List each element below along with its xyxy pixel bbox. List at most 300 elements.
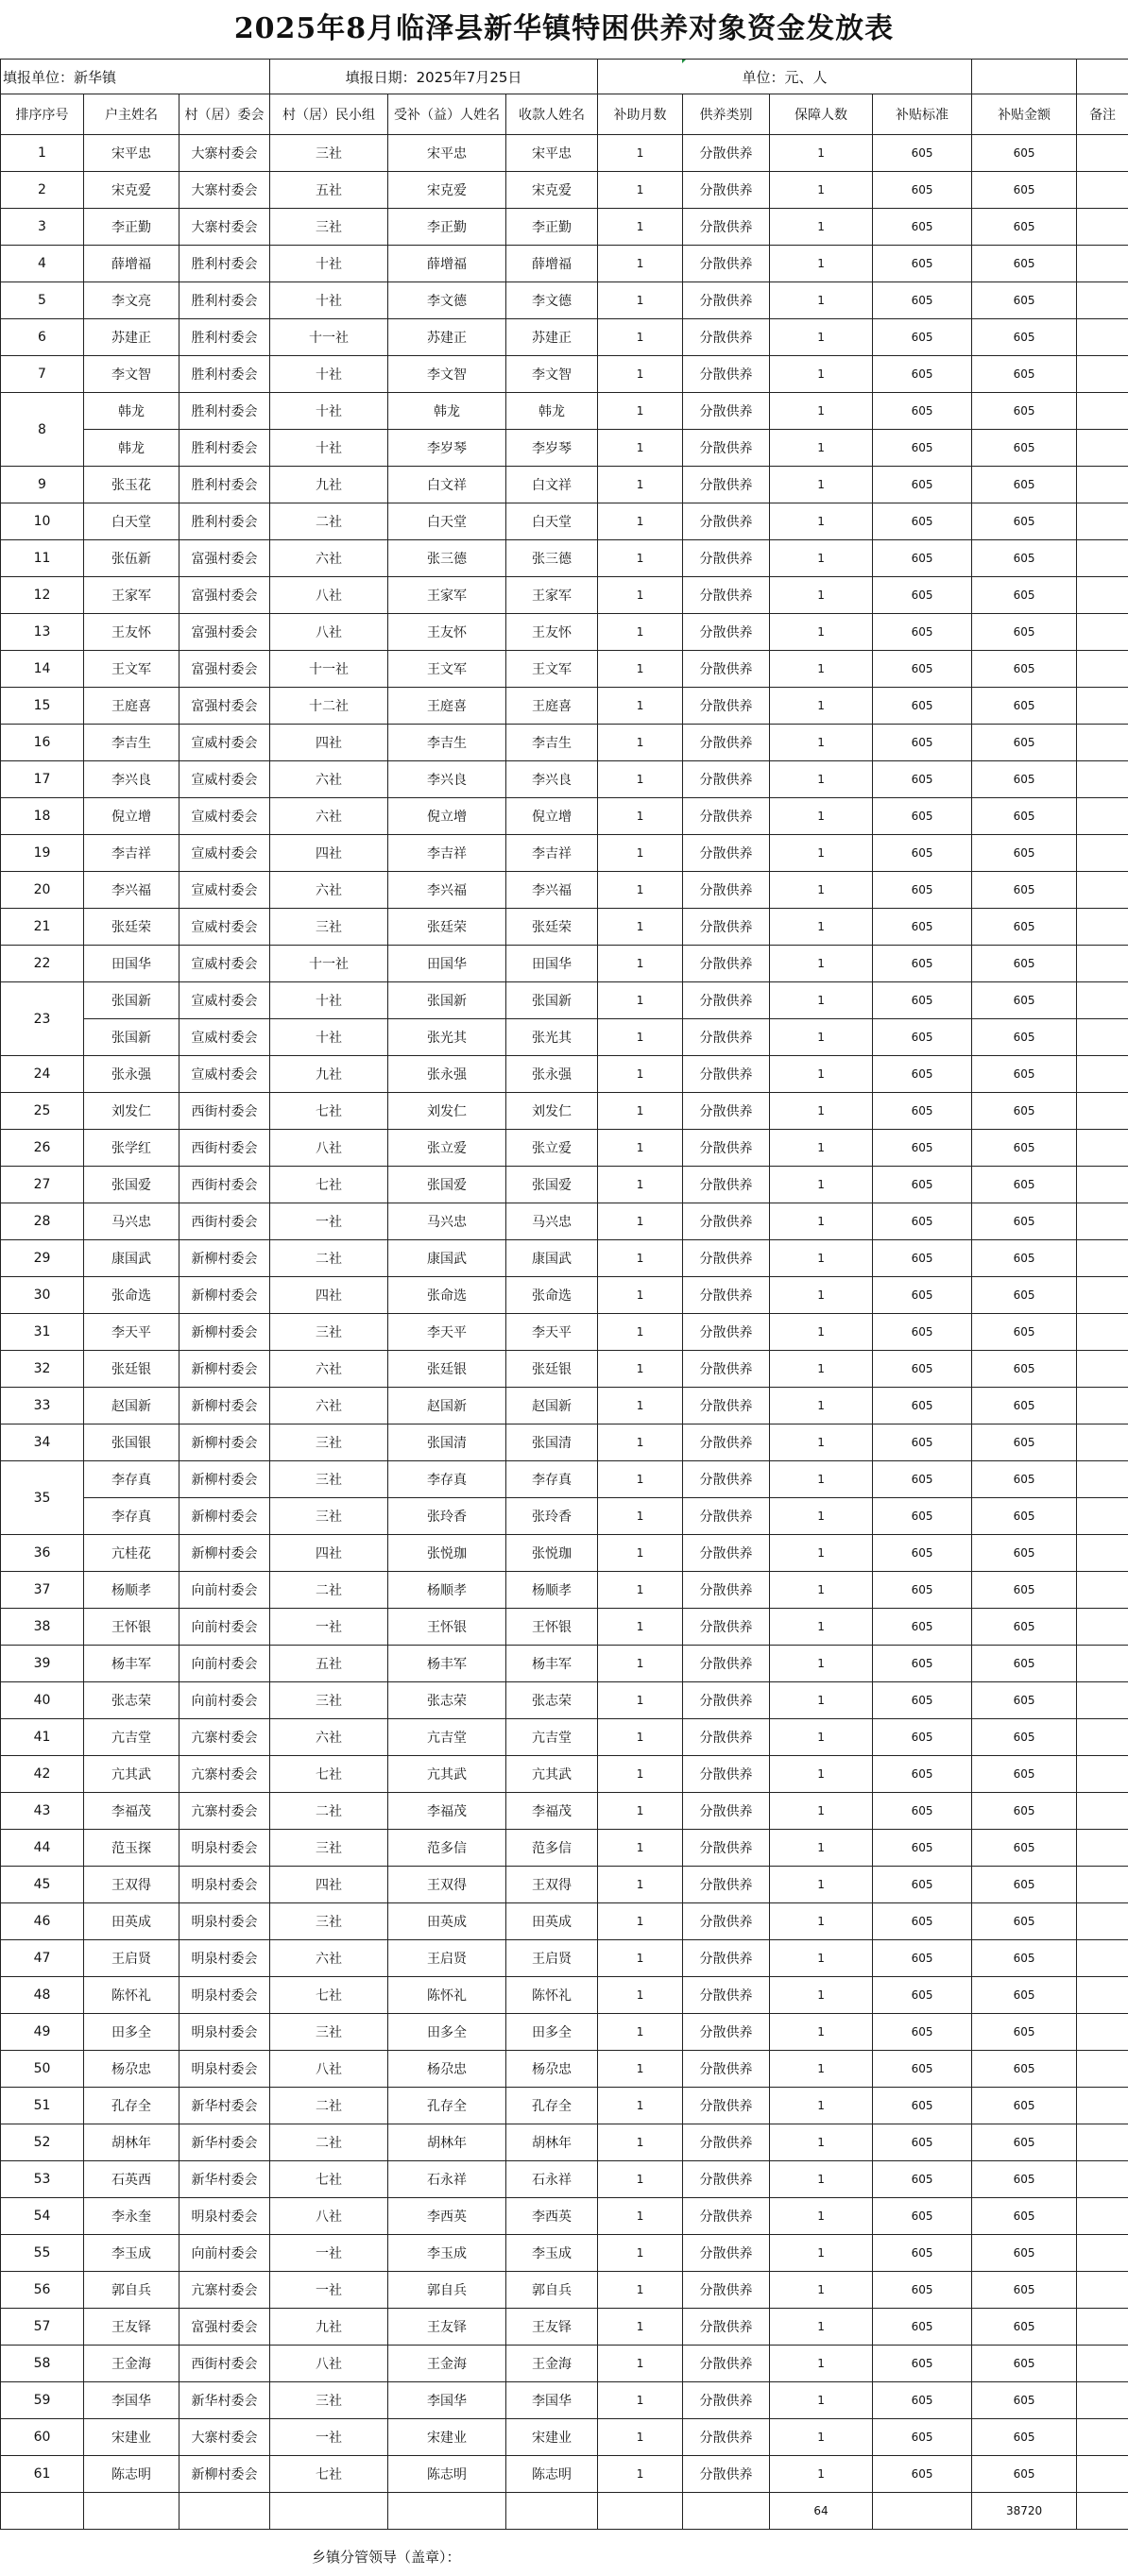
village-committee-cell: 亢寨村委会 xyxy=(179,1719,270,1756)
remarks-cell xyxy=(1077,614,1128,651)
subsidy-amount-cell: 605 xyxy=(972,1277,1077,1314)
beneficiary-cell: 陈志明 xyxy=(388,2456,506,2493)
table-row xyxy=(1,798,1128,835)
village-group-cell: 十社 xyxy=(270,430,388,467)
household-head-cell: 李福茂 xyxy=(84,1793,179,1830)
serial-number-cell: 22 xyxy=(1,946,84,982)
persons-cell: 1 xyxy=(770,2309,873,2346)
beneficiary-cell: 田英成 xyxy=(388,1903,506,1940)
table-row xyxy=(1,1572,1128,1609)
beneficiary-cell: 李国华 xyxy=(388,2382,506,2419)
subsidy-standard-cell: 605 xyxy=(873,688,972,725)
serial-number-cell: 58 xyxy=(1,2346,84,2382)
beneficiary-cell: 李福茂 xyxy=(388,1793,506,1830)
months-cell: 1 xyxy=(598,2456,683,2493)
serial-number-cell: 44 xyxy=(1,1830,84,1867)
village-committee-cell: 西街村委会 xyxy=(179,1130,270,1167)
payee-cell: 田国华 xyxy=(506,946,598,982)
remarks-cell xyxy=(1077,1461,1128,1498)
subsidy-amount-cell: 605 xyxy=(972,1056,1077,1093)
remarks-cell xyxy=(1077,2124,1128,2161)
payee-cell: 张廷银 xyxy=(506,1351,598,1388)
persons-cell: 1 xyxy=(770,872,873,909)
village-committee-cell: 新华村委会 xyxy=(179,2382,270,2419)
persons-cell: 1 xyxy=(770,467,873,503)
remarks-cell xyxy=(1077,651,1128,688)
subsidy-standard-cell: 605 xyxy=(873,2272,972,2309)
persons-cell: 1 xyxy=(770,1682,873,1719)
subsidy-standard-cell: 605 xyxy=(873,2198,972,2235)
village-committee-cell: 胜利村委会 xyxy=(179,246,270,282)
household-head-cell: 李兴良 xyxy=(84,761,179,798)
village-committee-cell: 向前村委会 xyxy=(179,1682,270,1719)
remarks-cell xyxy=(1077,1203,1128,1240)
column-header: 户主姓名 xyxy=(84,94,179,135)
persons-cell: 1 xyxy=(770,1019,873,1056)
beneficiary-cell: 亢吉堂 xyxy=(388,1719,506,1756)
subsidy-standard-cell: 605 xyxy=(873,577,972,614)
village-committee-cell: 新柳村委会 xyxy=(179,1424,270,1461)
household-head-cell: 宋克爱 xyxy=(84,172,179,209)
persons-cell: 1 xyxy=(770,2419,873,2456)
support-category-cell: 分散供养 xyxy=(683,209,770,246)
persons-cell: 1 xyxy=(770,2014,873,2051)
months-cell: 1 xyxy=(598,1903,683,1940)
subsidy-amount-cell: 605 xyxy=(972,1019,1077,1056)
subsidy-amount-cell: 605 xyxy=(972,393,1077,430)
table-row xyxy=(1,1019,1128,1056)
household-head-cell: 李国华 xyxy=(84,2382,179,2419)
village-group-cell: 七社 xyxy=(270,1977,388,2014)
beneficiary-cell: 张立爱 xyxy=(388,1130,506,1167)
months-cell: 1 xyxy=(598,688,683,725)
household-head-cell: 李兴福 xyxy=(84,872,179,909)
remarks-cell xyxy=(1077,2309,1128,2346)
remarks-cell xyxy=(1077,982,1128,1019)
village-group-cell: 八社 xyxy=(270,577,388,614)
subsidy-standard-cell: 605 xyxy=(873,467,972,503)
months-cell: 1 xyxy=(598,2198,683,2235)
support-category-cell: 分散供养 xyxy=(683,467,770,503)
beneficiary-cell: 陈怀礼 xyxy=(388,1977,506,2014)
beneficiary-cell: 田国华 xyxy=(388,946,506,982)
serial-number-cell: 23 xyxy=(1,982,84,1056)
household-head-cell: 亢吉堂 xyxy=(84,1719,179,1756)
remarks-cell xyxy=(1077,1682,1128,1719)
persons-cell: 1 xyxy=(770,2051,873,2088)
persons-cell: 1 xyxy=(770,1461,873,1498)
support-category-cell: 分散供养 xyxy=(683,1314,770,1351)
table-row xyxy=(1,1314,1128,1351)
support-category-cell: 分散供养 xyxy=(683,798,770,835)
serial-number-cell: 46 xyxy=(1,1903,84,1940)
serial-number-cell: 34 xyxy=(1,1424,84,1461)
subsidy-amount-cell: 605 xyxy=(972,2272,1077,2309)
subsidy-amount-cell: 605 xyxy=(972,1535,1077,1572)
village-committee-cell: 明泉村委会 xyxy=(179,2051,270,2088)
village-group-cell: 六社 xyxy=(270,872,388,909)
table-row xyxy=(1,2124,1128,2161)
persons-cell: 1 xyxy=(770,577,873,614)
subsidy-standard-cell: 605 xyxy=(873,1977,972,2014)
months-cell: 1 xyxy=(598,1167,683,1203)
table-row xyxy=(1,2382,1128,2419)
remarks-cell xyxy=(1077,1093,1128,1130)
beneficiary-cell: 胡林年 xyxy=(388,2124,506,2161)
table-row xyxy=(1,1277,1128,1314)
household-head-cell: 张国爱 xyxy=(84,1167,179,1203)
months-cell: 1 xyxy=(598,1793,683,1830)
serial-number-cell: 52 xyxy=(1,2124,84,2161)
remarks-cell xyxy=(1077,1646,1128,1682)
subsidy-standard-cell: 605 xyxy=(873,540,972,577)
village-group-cell: 七社 xyxy=(270,1167,388,1203)
village-group-cell: 一社 xyxy=(270,2235,388,2272)
subsidy-standard-cell: 605 xyxy=(873,2014,972,2051)
persons-cell: 1 xyxy=(770,2346,873,2382)
subsidy-standard-cell: 605 xyxy=(873,1646,972,1682)
beneficiary-cell: 王文军 xyxy=(388,651,506,688)
village-group-cell: 九社 xyxy=(270,1056,388,1093)
subsidy-amount-cell: 605 xyxy=(972,1203,1077,1240)
remarks-cell xyxy=(1077,1830,1128,1867)
table-row xyxy=(1,1867,1128,1903)
serial-number-cell: 49 xyxy=(1,2014,84,2051)
household-head-cell: 康国武 xyxy=(84,1240,179,1277)
table-row xyxy=(1,1424,1128,1461)
support-category-cell: 分散供养 xyxy=(683,1203,770,1240)
serial-number-cell: 56 xyxy=(1,2272,84,2309)
village-committee-cell: 明泉村委会 xyxy=(179,1830,270,1867)
serial-number-cell: 37 xyxy=(1,1572,84,1609)
support-category-cell: 分散供养 xyxy=(683,430,770,467)
village-group-cell: 六社 xyxy=(270,1351,388,1388)
subsidy-amount-cell: 605 xyxy=(972,1498,1077,1535)
serial-number-cell: 40 xyxy=(1,1682,84,1719)
payee-cell: 薛增福 xyxy=(506,246,598,282)
serial-number-cell: 2 xyxy=(1,172,84,209)
subsidy-amount-cell: 605 xyxy=(972,1867,1077,1903)
payee-cell: 张悦珈 xyxy=(506,1535,598,1572)
household-head-cell: 张永强 xyxy=(84,1056,179,1093)
payee-cell: 张廷荣 xyxy=(506,909,598,946)
persons-cell: 1 xyxy=(770,209,873,246)
household-head-cell: 张伍新 xyxy=(84,540,179,577)
subsidy-standard-cell: 605 xyxy=(873,1535,972,1572)
village-group-cell: 四社 xyxy=(270,725,388,761)
column-header: 排序序号 xyxy=(1,94,84,135)
beneficiary-cell: 郭自兵 xyxy=(388,2272,506,2309)
remarks-cell xyxy=(1077,540,1128,577)
months-cell: 1 xyxy=(598,393,683,430)
serial-number-cell: 11 xyxy=(1,540,84,577)
beneficiary-cell: 张国新 xyxy=(388,982,506,1019)
payee-cell: 李兴良 xyxy=(506,761,598,798)
table-row xyxy=(1,282,1128,319)
beneficiary-cell: 张三德 xyxy=(388,540,506,577)
household-head-cell: 张国新 xyxy=(84,982,179,1019)
subsidy-amount-cell: 605 xyxy=(972,688,1077,725)
village-group-cell: 四社 xyxy=(270,835,388,872)
beneficiary-cell: 薛增福 xyxy=(388,246,506,282)
household-head-cell: 李存真 xyxy=(84,1498,179,1535)
months-cell: 1 xyxy=(598,2088,683,2124)
beneficiary-cell: 李兴福 xyxy=(388,872,506,909)
remarks-cell xyxy=(1077,2161,1128,2198)
household-head-cell: 王家军 xyxy=(84,577,179,614)
subsidy-amount-cell: 605 xyxy=(972,1682,1077,1719)
table-row xyxy=(1,1093,1128,1130)
serial-number-cell: 6 xyxy=(1,319,84,356)
table-row xyxy=(1,688,1128,725)
subsidy-amount-cell: 605 xyxy=(972,1572,1077,1609)
remarks-cell xyxy=(1077,356,1128,393)
village-committee-cell: 明泉村委会 xyxy=(179,1940,270,1977)
subsidy-amount-cell: 605 xyxy=(972,356,1077,393)
subsidy-amount-cell: 605 xyxy=(972,651,1077,688)
remarks-cell xyxy=(1077,319,1128,356)
beneficiary-cell: 张国爱 xyxy=(388,1167,506,1203)
village-committee-cell: 新柳村委会 xyxy=(179,1388,270,1424)
village-committee-cell: 新柳村委会 xyxy=(179,1351,270,1388)
support-category-cell: 分散供养 xyxy=(683,2419,770,2456)
beneficiary-cell: 亢其武 xyxy=(388,1756,506,1793)
persons-cell: 1 xyxy=(770,651,873,688)
serial-number-cell: 53 xyxy=(1,2161,84,2198)
months-cell: 1 xyxy=(598,1019,683,1056)
support-category-cell: 分散供养 xyxy=(683,1867,770,1903)
village-committee-cell: 大寨村委会 xyxy=(179,135,270,172)
beneficiary-cell: 宋平忠 xyxy=(388,135,506,172)
subsidy-amount-cell: 605 xyxy=(972,1646,1077,1682)
months-cell: 1 xyxy=(598,1203,683,1240)
subsidy-amount-cell: 605 xyxy=(972,209,1077,246)
months-cell: 1 xyxy=(598,430,683,467)
subsidy-amount-cell: 605 xyxy=(972,1130,1077,1167)
subsidy-amount-cell: 605 xyxy=(972,135,1077,172)
report-units: 单位：元、人 xyxy=(598,60,972,94)
village-group-cell: 十社 xyxy=(270,356,388,393)
village-group-cell: 六社 xyxy=(270,798,388,835)
persons-cell: 1 xyxy=(770,540,873,577)
months-cell: 1 xyxy=(598,282,683,319)
table-row xyxy=(1,393,1128,430)
remarks-cell xyxy=(1077,1056,1128,1093)
village-committee-cell: 向前村委会 xyxy=(179,1572,270,1609)
support-category-cell: 分散供养 xyxy=(683,2051,770,2088)
table-row xyxy=(1,2309,1128,2346)
beneficiary-cell: 李存真 xyxy=(388,1461,506,1498)
serial-number-cell: 28 xyxy=(1,1203,84,1240)
support-category-cell: 分散供养 xyxy=(683,2235,770,2272)
village-group-cell: 二社 xyxy=(270,2124,388,2161)
column-header: 备注 xyxy=(1077,94,1128,135)
village-group-cell: 八社 xyxy=(270,2346,388,2382)
village-committee-cell: 胜利村委会 xyxy=(179,430,270,467)
persons-cell: 1 xyxy=(770,135,873,172)
beneficiary-cell: 李文德 xyxy=(388,282,506,319)
village-group-cell: 三社 xyxy=(270,135,388,172)
village-group-cell: 四社 xyxy=(270,1277,388,1314)
table-row xyxy=(1,651,1128,688)
table-row xyxy=(1,430,1128,467)
remarks-cell xyxy=(1077,577,1128,614)
remarks-cell xyxy=(1077,2235,1128,2272)
beneficiary-cell: 范多信 xyxy=(388,1830,506,1867)
persons-cell: 1 xyxy=(770,798,873,835)
months-cell: 1 xyxy=(598,356,683,393)
table-row xyxy=(1,1793,1128,1830)
subsidy-standard-cell: 605 xyxy=(873,319,972,356)
household-head-cell: 赵国新 xyxy=(84,1388,179,1424)
persons-cell: 1 xyxy=(770,1867,873,1903)
subsidy-standard-cell: 605 xyxy=(873,135,972,172)
beneficiary-cell: 宋建业 xyxy=(388,2419,506,2456)
beneficiary-cell: 张玲香 xyxy=(388,1498,506,1535)
subsidy-standard-cell: 605 xyxy=(873,2088,972,2124)
table-row xyxy=(1,503,1128,540)
support-category-cell: 分散供养 xyxy=(683,1646,770,1682)
table-row xyxy=(1,1130,1128,1167)
household-head-cell: 宋平忠 xyxy=(84,135,179,172)
beneficiary-cell: 李天平 xyxy=(388,1314,506,1351)
household-head-cell: 王启贤 xyxy=(84,1940,179,1977)
table-row xyxy=(1,1756,1128,1793)
household-head-cell: 李玉成 xyxy=(84,2235,179,2272)
persons-cell: 1 xyxy=(770,1903,873,1940)
months-cell: 1 xyxy=(598,2272,683,2309)
subsidy-standard-cell: 605 xyxy=(873,614,972,651)
remarks-cell xyxy=(1077,1314,1128,1351)
remarks-cell xyxy=(1077,282,1128,319)
persons-cell: 1 xyxy=(770,1940,873,1977)
payee-cell: 李正勤 xyxy=(506,209,598,246)
page-title: 2025年8月临泽县新华镇特困供养对象资金发放表 xyxy=(233,12,895,45)
serial-number-cell: 15 xyxy=(1,688,84,725)
months-cell: 1 xyxy=(598,1240,683,1277)
relief-fund-table xyxy=(0,59,1128,2530)
remarks-cell xyxy=(1077,467,1128,503)
serial-number-cell: 16 xyxy=(1,725,84,761)
months-cell: 1 xyxy=(598,467,683,503)
remarks-cell xyxy=(1077,2198,1128,2235)
remarks-cell xyxy=(1077,1424,1128,1461)
persons-cell: 1 xyxy=(770,1756,873,1793)
village-group-cell: 九社 xyxy=(270,467,388,503)
subsidy-standard-cell: 605 xyxy=(873,835,972,872)
village-committee-cell: 明泉村委会 xyxy=(179,2014,270,2051)
support-category-cell: 分散供养 xyxy=(683,1535,770,1572)
subsidy-standard-cell: 605 xyxy=(873,982,972,1019)
remarks-cell xyxy=(1077,2456,1128,2493)
household-head-cell: 王友铎 xyxy=(84,2309,179,2346)
subsidy-standard-cell: 605 xyxy=(873,2309,972,2346)
payee-cell: 陈怀礼 xyxy=(506,1977,598,2014)
subsidy-amount-cell: 605 xyxy=(972,1351,1077,1388)
subsidy-amount-cell: 605 xyxy=(972,982,1077,1019)
village-group-cell: 一社 xyxy=(270,1609,388,1646)
village-committee-cell: 宣威村委会 xyxy=(179,909,270,946)
support-category-cell: 分散供养 xyxy=(683,1388,770,1424)
subsidy-amount-cell: 605 xyxy=(972,540,1077,577)
village-committee-cell: 亢寨村委会 xyxy=(179,2272,270,2309)
remarks-cell xyxy=(1077,2346,1128,2382)
beneficiary-cell: 李吉生 xyxy=(388,725,506,761)
subsidy-amount-cell: 605 xyxy=(972,1977,1077,2014)
payee-cell: 马兴忠 xyxy=(506,1203,598,1240)
subsidy-amount-cell: 605 xyxy=(972,2161,1077,2198)
payee-cell: 李玉成 xyxy=(506,2235,598,2272)
support-category-cell: 分散供养 xyxy=(683,1977,770,2014)
beneficiary-cell: 杨顺孝 xyxy=(388,1572,506,1609)
months-cell: 1 xyxy=(598,2309,683,2346)
persons-cell: 1 xyxy=(770,909,873,946)
subsidy-amount-cell: 605 xyxy=(972,2382,1077,2419)
info-row xyxy=(1,60,1128,94)
subsidy-standard-cell: 605 xyxy=(873,1572,972,1609)
household-head-cell: 宋建业 xyxy=(84,2419,179,2456)
remarks-cell xyxy=(1077,172,1128,209)
remarks-cell xyxy=(1077,1388,1128,1424)
subsidy-amount-cell: 605 xyxy=(972,1461,1077,1498)
persons-cell: 1 xyxy=(770,1351,873,1388)
serial-number-cell: 31 xyxy=(1,1314,84,1351)
beneficiary-cell: 李正勤 xyxy=(388,209,506,246)
table-row xyxy=(1,872,1128,909)
household-head-cell: 白天堂 xyxy=(84,503,179,540)
household-head-cell: 田国华 xyxy=(84,946,179,982)
support-category-cell: 分散供养 xyxy=(683,540,770,577)
household-head-cell: 王文军 xyxy=(84,651,179,688)
village-group-cell: 七社 xyxy=(270,2456,388,2493)
village-group-cell: 五社 xyxy=(270,172,388,209)
months-cell: 1 xyxy=(598,577,683,614)
months-cell: 1 xyxy=(598,1277,683,1314)
subsidy-amount-cell: 605 xyxy=(972,1756,1077,1793)
payee-cell: 王文军 xyxy=(506,651,598,688)
serial-number-cell: 55 xyxy=(1,2235,84,2272)
footer-signature: 乡镇分管领导（盖章）： xyxy=(312,2549,461,2566)
remarks-cell xyxy=(1077,2382,1128,2419)
persons-cell: 1 xyxy=(770,725,873,761)
persons-cell: 1 xyxy=(770,1830,873,1867)
household-head-cell: 李文亮 xyxy=(84,282,179,319)
subsidy-amount-cell: 605 xyxy=(972,1830,1077,1867)
persons-cell: 1 xyxy=(770,2235,873,2272)
support-category-cell: 分散供养 xyxy=(683,135,770,172)
persons-cell: 1 xyxy=(770,172,873,209)
remarks-cell xyxy=(1077,135,1128,172)
remarks-cell xyxy=(1077,798,1128,835)
beneficiary-cell: 苏建正 xyxy=(388,319,506,356)
persons-cell: 1 xyxy=(770,688,873,725)
payee-cell: 倪立增 xyxy=(506,798,598,835)
payee-cell: 张志荣 xyxy=(506,1682,598,1719)
village-group-cell: 六社 xyxy=(270,540,388,577)
payee-cell: 李吉祥 xyxy=(506,835,598,872)
remarks-cell xyxy=(1077,1756,1128,1793)
village-committee-cell: 胜利村委会 xyxy=(179,282,270,319)
village-group-cell: 十社 xyxy=(270,1019,388,1056)
serial-number-cell: 26 xyxy=(1,1130,84,1167)
serial-number-cell: 50 xyxy=(1,2051,84,2088)
serial-number-cell: 39 xyxy=(1,1646,84,1682)
subsidy-amount-cell: 605 xyxy=(972,467,1077,503)
serial-number-cell: 59 xyxy=(1,2382,84,2419)
payee-cell: 张国新 xyxy=(506,982,598,1019)
table-row xyxy=(1,2051,1128,2088)
months-cell: 1 xyxy=(598,1056,683,1093)
